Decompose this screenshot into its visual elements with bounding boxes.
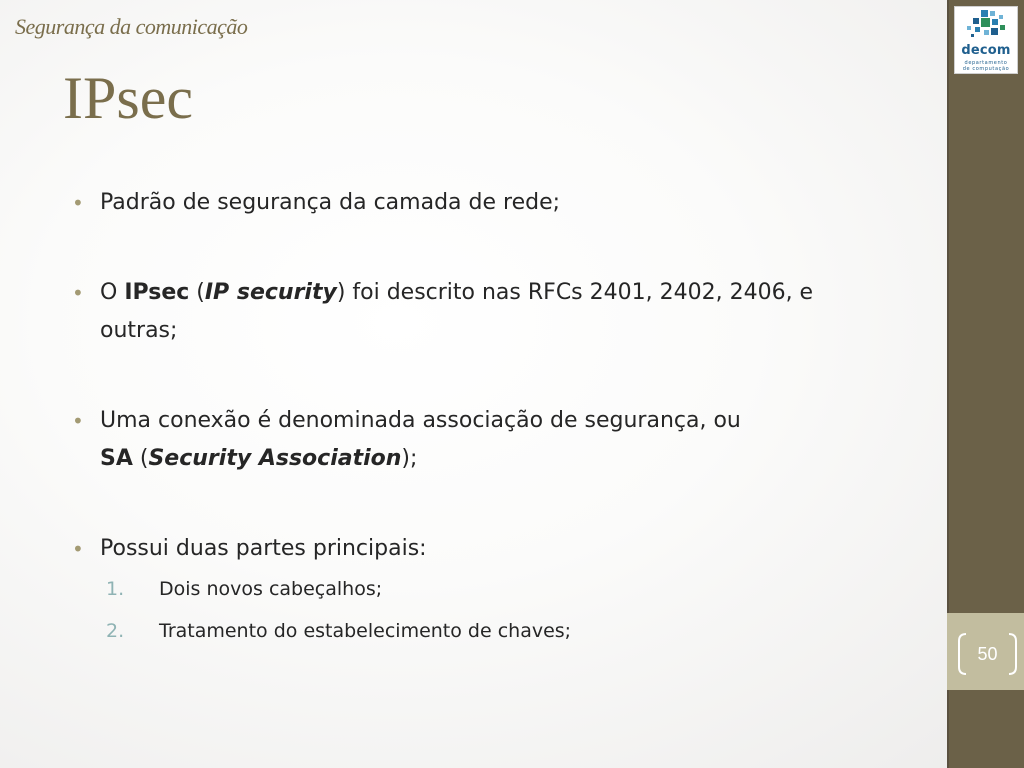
slide-title: IPsec [63,65,193,131]
bullet-bold-term: IPsec [124,280,190,305]
bullet-text-part: Uma conexão é denominada associação de segurança, ou [100,408,741,433]
sub-item-text: Dois novos cabeçalhos; [159,578,383,600]
page-number: 50 [977,644,998,664]
decom-logo [954,6,1018,74]
bullet-item [72,530,902,568]
bullet-dot-icon: • [72,409,84,433]
bullet-dot-icon: • [72,281,84,305]
bullet-text-part: O [100,280,125,305]
bullet-item [72,184,902,222]
bullet-bold-italic-term: Security Association [148,446,402,471]
bullet-text: Padrão de segurança da camada de rede; [100,190,561,215]
numbered-sub-item [72,568,902,610]
decom-logo-icon [955,7,1017,45]
sub-item-text: Tratamento do estabelecimento de chaves; [159,620,572,642]
bullet-dot-icon: • [72,191,84,215]
bullet-text-part: ); [401,446,418,471]
section-subtitle: Segurança da comunicação [15,14,248,39]
logo-subtitle-line2: de computação [962,66,1010,72]
bullet-item [72,274,902,350]
logo-subtitle-line1: departamento [964,60,1008,66]
sub-item-number: 2. [106,620,125,642]
bullet-text-part: ) foi descrito nas RFCs 2401, 2402, 2406, e [336,280,814,305]
page-number-frame [957,632,1018,676]
sub-item-number: 1. [106,578,125,600]
bullet-dot-icon: • [72,537,84,561]
slide-content [72,184,902,652]
numbered-sub-item [72,610,902,652]
bullet-bold-italic-term: IP security [204,280,337,305]
bullet-text-part: ( [189,280,205,305]
bullet-text-part: ( [132,446,149,471]
logo-wordmark: decom [961,43,1011,58]
bullet-text-part: outras; [100,318,178,343]
bullet-item [72,402,902,478]
bullet-text: Possui duas partes principais: [100,536,427,561]
bullet-bold-term: SA [100,446,133,471]
